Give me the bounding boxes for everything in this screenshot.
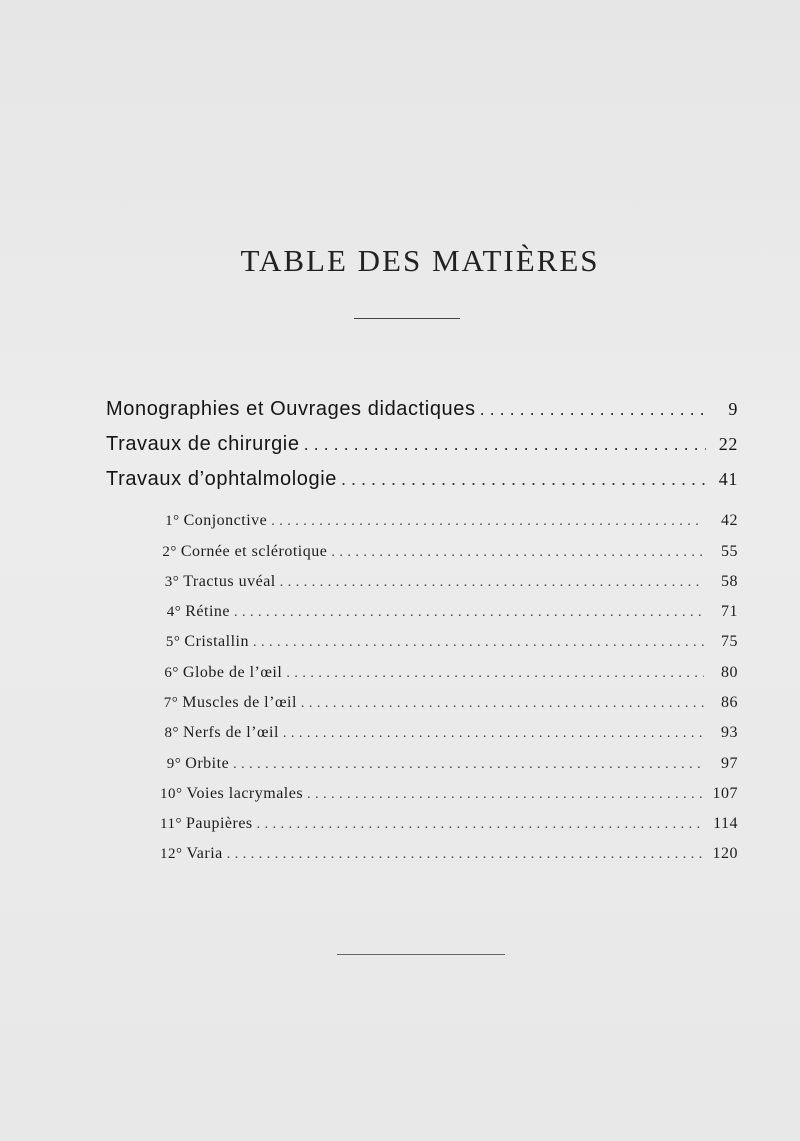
toc-entry-page: 22 [718, 434, 738, 454]
page-title: TABLE DES MATIÈRES [240, 242, 600, 278]
toc-entry-number: 5° [165, 634, 181, 650]
toc-sub-entry [160, 512, 738, 530]
toc-entry-page: 58 [721, 573, 738, 590]
dot-leader [331, 545, 704, 561]
dot-leader [280, 575, 704, 591]
toc-entry-label: Nerfs de l’œil [183, 724, 279, 741]
toc-entry-number: 12° [160, 846, 183, 862]
toc-entry-page: 97 [721, 755, 738, 772]
dot-leader [271, 514, 704, 530]
toc-entry-page: 41 [718, 469, 738, 489]
toc-main-entry [106, 398, 738, 421]
dot-leader [227, 847, 704, 863]
dot-leader [304, 434, 706, 455]
toc-entry-label: Rétine [185, 603, 231, 620]
dot-leader [253, 635, 704, 651]
toc-entry-label: Varia [186, 845, 223, 862]
toc-entry-number: 9° [166, 756, 182, 772]
toc-sub-entry [160, 724, 738, 742]
toc-entry-label: Tractus uvéal [183, 573, 276, 590]
toc-sub-entry [160, 845, 738, 863]
toc-entry-page: 107 [712, 785, 738, 802]
toc-entry-label: Travaux d’ophtalmologie [106, 468, 337, 490]
toc-entry-label: Cornée et sclérotique [180, 543, 328, 560]
dot-leader [301, 696, 704, 712]
toc-entry-page: 86 [721, 694, 738, 711]
toc-entry-number: 6° [164, 665, 179, 681]
toc-entry-number: 8° [164, 725, 180, 741]
toc-entry-page: 42 [721, 512, 738, 529]
bottom-divider [337, 954, 505, 955]
dot-leader [341, 469, 706, 490]
toc-main-entry [106, 433, 738, 456]
toc-entry-label: Monographies et Ouvrages didactiques [106, 398, 476, 420]
toc-entry-page: 114 [713, 815, 738, 832]
toc-sub-entry [160, 573, 738, 591]
toc-entry-number: 11° [160, 816, 182, 832]
dot-leader [233, 757, 704, 773]
toc-sub-entry [160, 664, 738, 682]
dot-leader [480, 399, 706, 420]
toc-sub-entry [160, 785, 738, 803]
toc-entry-page: 75 [721, 633, 738, 650]
toc-sub-entry [160, 694, 738, 712]
toc-entry-label: Orbite [185, 755, 230, 772]
toc-entry-page: 71 [721, 603, 738, 620]
toc-entry-number: 7° [163, 695, 179, 711]
toc-sub-entry [160, 543, 738, 561]
dot-leader [234, 605, 704, 621]
toc-sub-entry [160, 755, 738, 773]
toc-entry-label: Globe de l’œil [182, 664, 283, 681]
toc-entry-number: 3° [164, 574, 180, 590]
toc-entry-label: Muscles de l’œil [182, 694, 297, 711]
toc-entry-label: Cristallin [184, 633, 249, 650]
toc-entry-label: Paupières [185, 815, 253, 832]
toc-entry-page: 9 [728, 399, 738, 419]
toc-sub-entry [160, 815, 738, 833]
toc-entry-number: 1° [165, 513, 180, 529]
dot-leader [286, 666, 704, 682]
toc-entry-label: Travaux de chirurgie [106, 433, 300, 455]
toc-entry-page: 120 [712, 845, 738, 862]
toc-sub-entry [160, 603, 738, 621]
toc-entry-number: 10° [160, 786, 183, 802]
dot-leader [257, 817, 704, 833]
toc-entry-number: 2° [162, 544, 177, 560]
toc-entry-label: Voies lacrymales [186, 785, 304, 802]
title-divider [354, 318, 460, 319]
dot-leader [283, 726, 704, 742]
dot-leader [307, 787, 704, 803]
toc-entry-page: 93 [721, 724, 738, 741]
toc-sub-entry [160, 633, 738, 651]
toc-main-entry [106, 468, 738, 491]
toc-entry-page: 55 [721, 543, 738, 560]
toc-entry-label: Conjonctive [183, 512, 268, 529]
toc-entry-page: 80 [721, 664, 738, 681]
toc-entry-number: 4° [166, 604, 182, 620]
